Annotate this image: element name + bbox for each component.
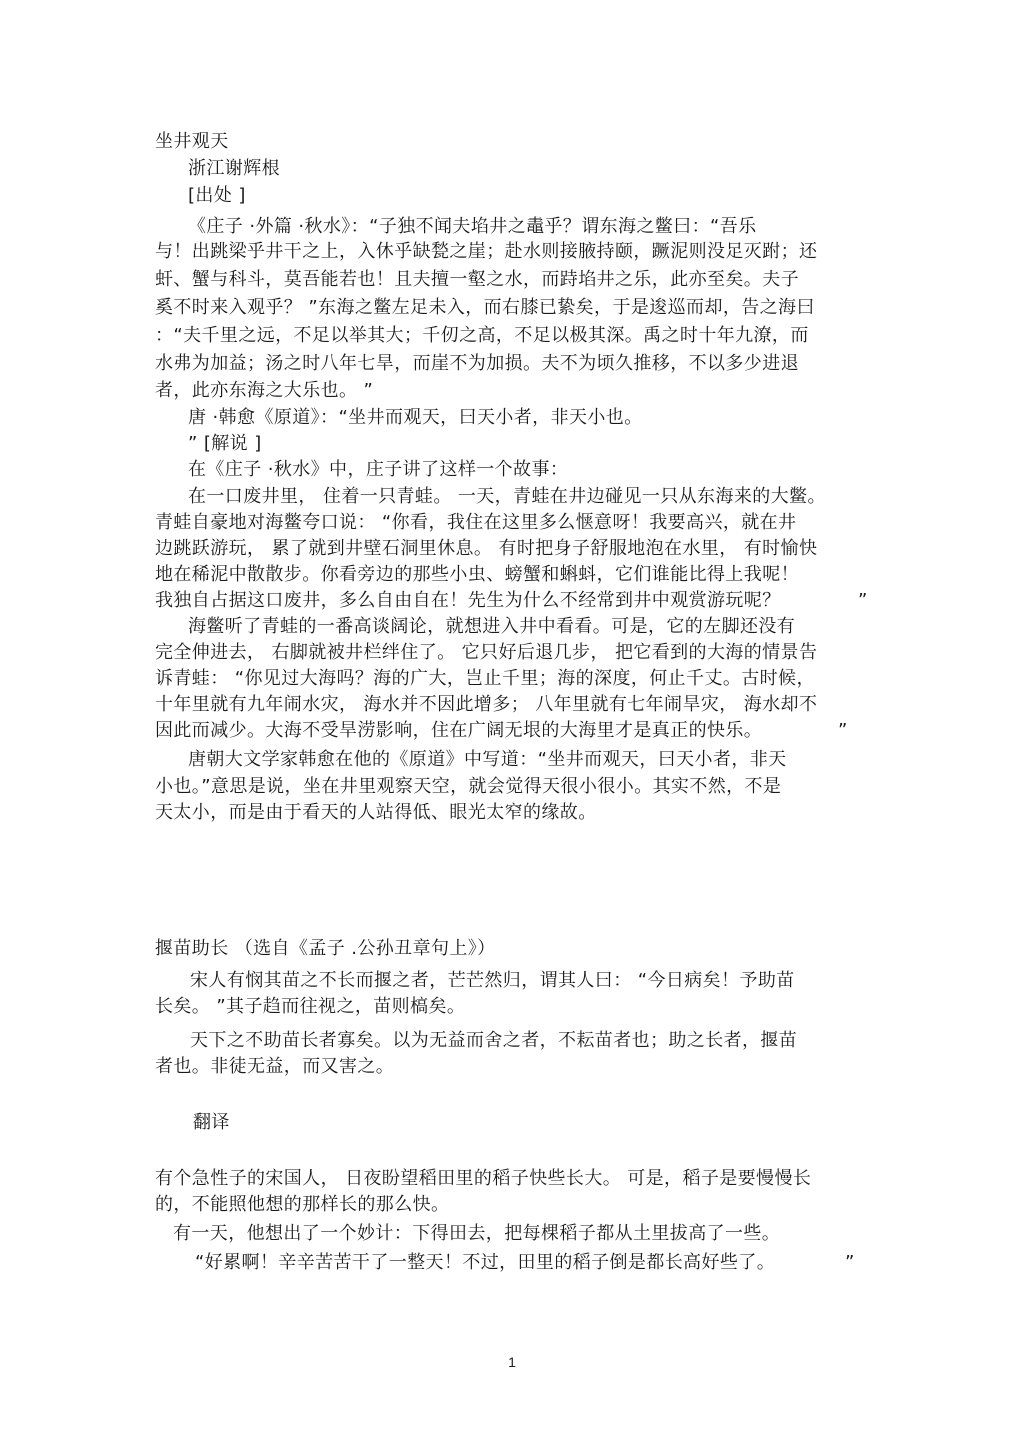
story-line: 地在稀泥中散散步。你看旁边的那些小虫、螃蟹和蝌蚪，它们谁能比得上我呢！ [155,564,799,585]
source-text-line: 水弗为加益；汤之时八年七旱，而崖不为加损。夫不为顷久推移，不以多少进退 [155,353,799,374]
story-line: 边跳跃游玩， 累了就到井壁石洞里休息。 有时把身子舒服地泡在水里， 有时愉快 [155,538,818,559]
page-number: 1 [508,1354,516,1370]
section-title: 揠苗助长 （选自《孟子 .公孙丑章句上》） [155,938,496,959]
story-line: 青蛙自豪地对海鳖夸口说： “你看，我住在这里多么惬意呀！我要高兴，就在井 [155,512,797,533]
translation-line: 的，不能照他想的那样长的那么快。 [155,1194,450,1215]
original-line: 长矣。 ”其子趋而往视之，苗则槁矣。 [155,996,466,1017]
original-line: 宋人有悯其苗之不长而揠之者，芒芒然归，谓其人曰： “今日病矣！予助苗 [190,970,795,991]
story-line: 在一口废井里， 住着一只青蛙。 一天，青蛙在井边碰见一只从东海来的大鳖。 [188,486,826,507]
original-line: 天下之不助苗长者寡矣。以为无益而舍之者，不耘苗者也；助之长者，揠苗 [190,1030,798,1051]
story-line: 我独自占据这口废井，多么自由自在！先生为什么不经常到井中观赏游玩呢？ [155,590,781,611]
section-title: 坐井观天 [155,131,229,152]
story-line: 唐朝大文学家韩愈在他的《原道》中写道：“坐井而观天，曰天小者，非天 [188,749,787,770]
source-text-line: 虷、蟹与科斗，莫吾能若也！且夫擅一壑之水，而跱埳井之乐，此亦至矣。夫子 [155,269,799,290]
story-line: 十年里就有九年闹水灾， 海水并不因此增多； 八年里就有七年闹旱灾， 海水却不 [155,694,818,715]
source-text-line: ：“夫千里之远，不足以举其大；千仞之高，不足以极其深。禹之时十年九潦，而 [155,325,809,346]
closing-quote: ” [858,590,868,611]
story-line: 小也。”意思是说，坐在井里观察天空，就会觉得天很小很小。其实不然，不是 [155,776,782,797]
story-line: 诉青蛙： “你见过大海吗？海的广大，岂止千里；海的深度，何止千丈。古时候， [155,668,815,689]
story-line: 完全伸进去， 右脚就被井栏绊住了。 它只好后退几步， 把它看到的大海的情景告 [155,642,818,663]
translation-line: 有一天，他想出了一个妙计：下得田去，把每棵稻子都从土里拔高了一些。 [173,1223,781,1244]
closing-quote: ” [845,1252,855,1273]
story-line: 因此而减少。大海不受旱涝影响，住在广阔无垠的大海里才是真正的快乐。 [155,720,763,741]
explain-heading: ” [解说 ] [188,433,262,454]
source-text-line: 者，此亦东海之大乐也。 ” [155,380,374,401]
source-text-line: 与！出跳梁乎井干之上，入休乎缺甃之崖；赴水则接腋持颐，蹶泥则没足灭跗；还 [155,241,818,262]
story-line: 在《庄子 ·秋水》中，庄子讲了这样一个故事： [188,459,569,480]
source-text-line: 奚不时来入观乎？ ”东海之鳖左足未入，而右膝已絷矣，于是逡巡而却，告之海曰 [155,297,815,318]
original-line: 者也。非徒无益，而又害之。 [155,1056,395,1077]
han-yu-quote: 唐 ·韩愈《原道》：“坐井而观天，曰天小者，非天小也。 [188,407,643,428]
source-text-line: 《庄子 ·外篇 ·秋水》：“子独不闻夫埳井之鼃乎？谓东海之鳖曰：“吾乐 [188,216,757,237]
translation-line: “好累啊！辛辛苦苦干了一整天！不过，田里的稻子倒是都长高好些了。 [195,1252,776,1273]
author-line: 浙江谢辉根 [188,158,280,179]
translation-line: 有个急性子的宋国人， 日夜盼望稻田里的稻子快些长大。 可是，稻子是要慢慢长 [155,1168,812,1189]
closing-quote: ” [838,720,848,741]
story-line: 天太小，而是由于看天的人站得低、眼光太窄的缘故。 [155,802,597,823]
translation-heading: 翻译 [193,1112,230,1133]
source-heading: [出处 ] [188,185,246,206]
story-line: 海鳖听了青蛙的一番高谈阔论，就想进入井中看看。可是，它的左脚还没有 [188,616,796,637]
